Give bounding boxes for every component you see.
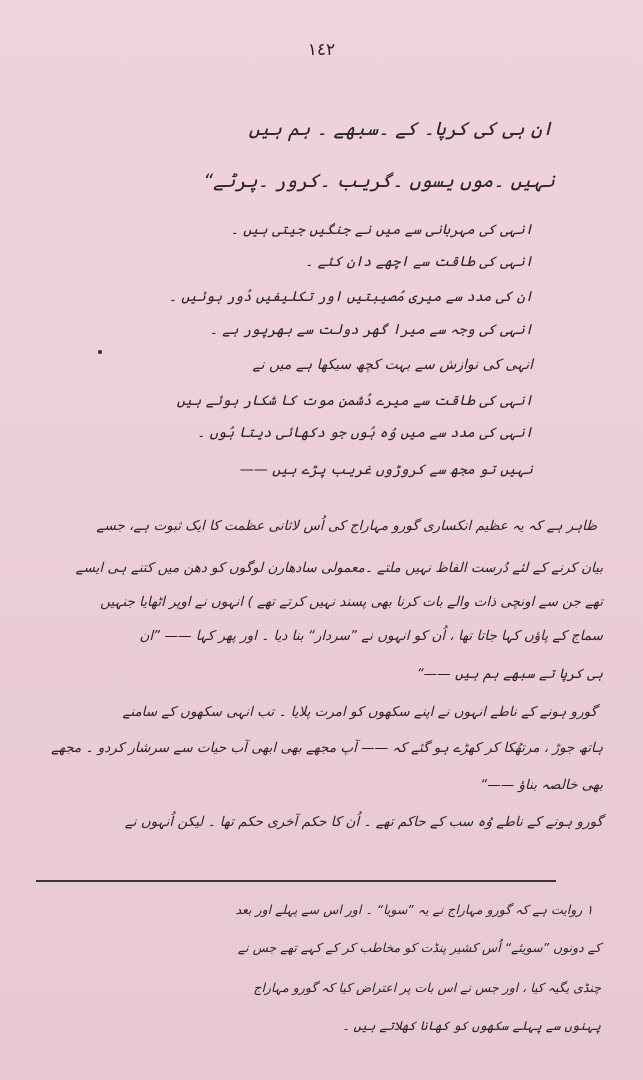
footnote-line: کے دونوں ”سویئے“ اُس کشیر پنڈت کو مخاطب کر کے کہے تھے جس نے xyxy=(237,940,601,955)
footnote-line: پہنوں سے پہلے سکھوں کو کھانا کھلاتے ہیں ۔ xyxy=(342,1018,601,1033)
title-line: نہیں ۔موں یسوں ۔گریب ۔کرور ۔پرٹے“ xyxy=(203,170,555,192)
poem-line: نہیں تو مجھ سے کروڑوں غریب پڑے ہیں —— xyxy=(239,462,533,478)
body-line: ہی کرپا تے سبھے ہم ہیں ——“ xyxy=(416,666,603,682)
poem-line: انہی کی طاقت سے میرے دُشمن موت کا شکار ہوئے ہیں xyxy=(176,393,533,409)
body-line: تھے جن سے اونچی ذات والے بات کرنا بھی پسند نہیں کرتے تھے ) انہوں نے اوپر اٹھایا جنہیں xyxy=(100,594,603,610)
poem-line: انہی کی طاقت سے اچھے دان کئے ۔ xyxy=(304,254,533,270)
poem-line: انہی کی مدد سے میں وُہ ہُوں جو دکھائی دیتا ہُوں ۔ xyxy=(196,425,533,441)
body-line: سماج کے پاؤں کہا جاتا تھا ، اُن کو انہوں نے ”سردار“ بنا دیا ۔ اور پھر کہا —— ”ان xyxy=(139,628,603,644)
body-line: ہاتھ جوڑ ، مرتھُکا کر کھڑے ہو گئے کہ —— آپ مجھے بھی ابھی آب حیات سے سرشار کردو ۔ مجھے xyxy=(51,740,603,756)
body-line: ظاہر ہے کہ یہ عظیم انکساری گورو مہاراج کی اُس لاثانی عظمت کا ایک ثبوت ہے، جسے xyxy=(96,518,597,534)
body-line: بھی خالصہ بناؤ ——“ xyxy=(480,777,603,793)
ink-dot xyxy=(98,350,102,354)
footnote-line: چنڈی یگیہ کیا ، اور جس نے اس بات پر اعتراض کیا کہ گورو مہاراج xyxy=(253,980,601,995)
poem-line: انہی کی وجہ سے میرا گھر دولت سے بھرپور ہے ۔ xyxy=(209,322,533,338)
footnote-divider xyxy=(36,880,556,882)
body-line: گورو ہونے کے ناطے انہوں نے اپنے سکھوں کو امرت پلایا ۔ تب انہی سکھوں کے سامنے xyxy=(122,704,597,720)
poem-line: ان کی مدد سے میری مُصیبتیں اور تکلیفیں دُور ہوئیں ۔ xyxy=(168,289,533,305)
page-number: ١٤٢ xyxy=(307,40,336,60)
poem-line: انہی کی مہربانی سے میں نے جنگیں جیتی ہیں ۔ xyxy=(230,222,533,238)
title-line: ان ہی کی کرپا۔ کے ۔سبھے ۔ ہم ہیں xyxy=(248,118,553,140)
footnote-line: ۱ روایت ہے کہ گورو مہاراج نے یہ ”سویا“ ۔ اور اس سے پہلے اور بعد xyxy=(235,902,593,917)
body-line: بیان کرنے کے لئے دُرست الفاظ نہیں ملتے ۔معمولی سادھارن لوگوں کو دھن میں کتنے ہی ایسے xyxy=(75,560,603,576)
poem-line: انہی کی نوازش سے بہت کچھ سیکھا ہے میں نے xyxy=(252,357,533,373)
body-line: گورو ہونے کے ناطے وُہ سب کے حاکم تھے ۔ اُن کا حکم آخری حکم تھا ۔ لیکن اُنہوں نے xyxy=(124,814,603,830)
